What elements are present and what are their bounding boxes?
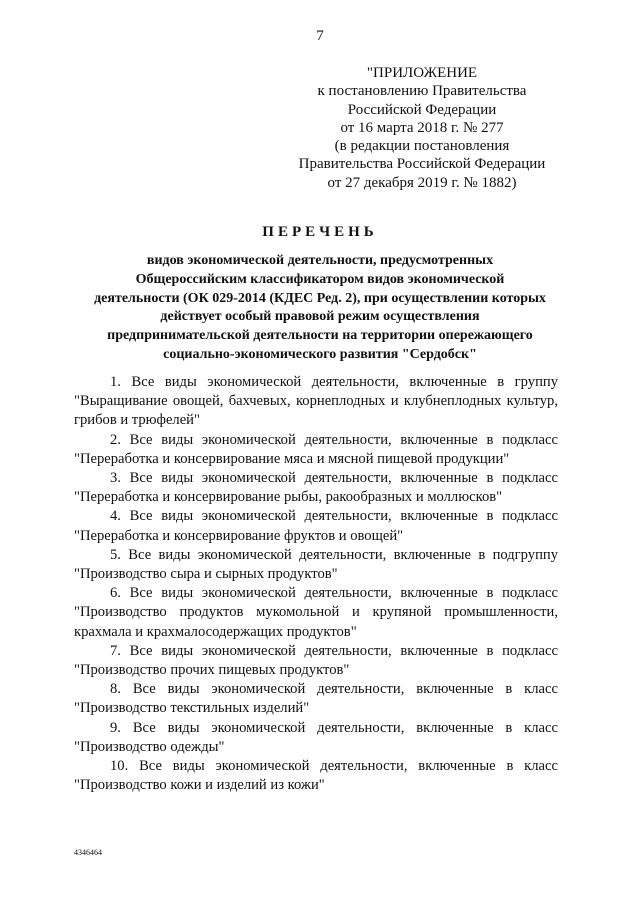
list-item: 9. Все виды экономической деятельности, включенные в класс "Производство одежды" (74, 719, 558, 755)
appendix-line: к постановлению Правительства (317, 83, 527, 100)
list-item: 10. Все виды экономической деятельности, включенные в класс "Производство кожи и изделий из кожи" (74, 758, 558, 794)
list-item: 1. Все виды экономической деятельности, включенные в группу "Выращивание овощей, бахчевых, корнеплодных и клубнеплодных культур, грибов и трюфелей" (74, 374, 558, 429)
appendix-line: Российской Федерации (347, 101, 497, 118)
subtitle-line: деятельности (ОК 029-2014 (КДЕС Ред. 2), при осуществлении которых (94, 290, 546, 306)
appendix-line: (в редакции постановления (334, 138, 510, 155)
list-item: 7. Все виды экономической деятельности, включенные в подкласс "Производство прочих пищевых продуктов" (74, 642, 558, 679)
subtitle-line: социально-экономического развития "Сердобск" (163, 346, 477, 362)
page-number: 7 (316, 28, 324, 44)
subtitle-line: действует особый правовой режим осуществления (160, 309, 480, 325)
list-item: 6. Все виды экономической деятельности, включенные в подкласс "Производство продуктов мукомольной и крупяной промышленности, крахмала и крахмалосодержащих продуктов" (74, 585, 558, 640)
appendix-header (296, 64, 548, 192)
list-item: 3. Все виды экономической деятельности, включенные в подкласс "Переработка и консервирование рыбы, ракообразных и моллюсков" (74, 470, 558, 506)
appendix-line: от 16 марта 2018 г. № 277 (340, 119, 504, 136)
appendix-line: от 27 декабря 2019 г. № 1882) (327, 174, 517, 191)
list-item: 8. Все виды экономической деятельности, включенные в класс "Производство текстильных изделий" (74, 681, 558, 717)
appendix-line: "ПРИЛОЖЕНИЕ (366, 65, 478, 81)
document-subtitle (72, 252, 568, 365)
list-item: 4. Все виды экономической деятельности, включенные в подкласс "Переработка и консервирование фруктов и овощей" (74, 508, 558, 544)
subtitle-line: предпринимательской деятельности на территории опережающего (107, 328, 533, 344)
document-title: ПЕРЕЧЕНЬ (262, 224, 378, 240)
list-item: 2. Все виды экономической деятельности, включенные в подкласс "Переработка и консервирование мяса и мясной пищевой продукции" (74, 431, 558, 467)
document-code: 4346464 (74, 848, 102, 857)
subtitle-line: Общероссийским классификатором видов экономической (135, 271, 505, 287)
items-list (74, 373, 558, 795)
list-item: 5. Все виды экономической деятельности, включенные в подгруппу "Производство сыра и сырных продуктов" (74, 546, 558, 583)
subtitle-line: видов экономической деятельности, предусмотренных (146, 253, 494, 268)
appendix-line: Правительства Российской Федерации (298, 156, 546, 173)
